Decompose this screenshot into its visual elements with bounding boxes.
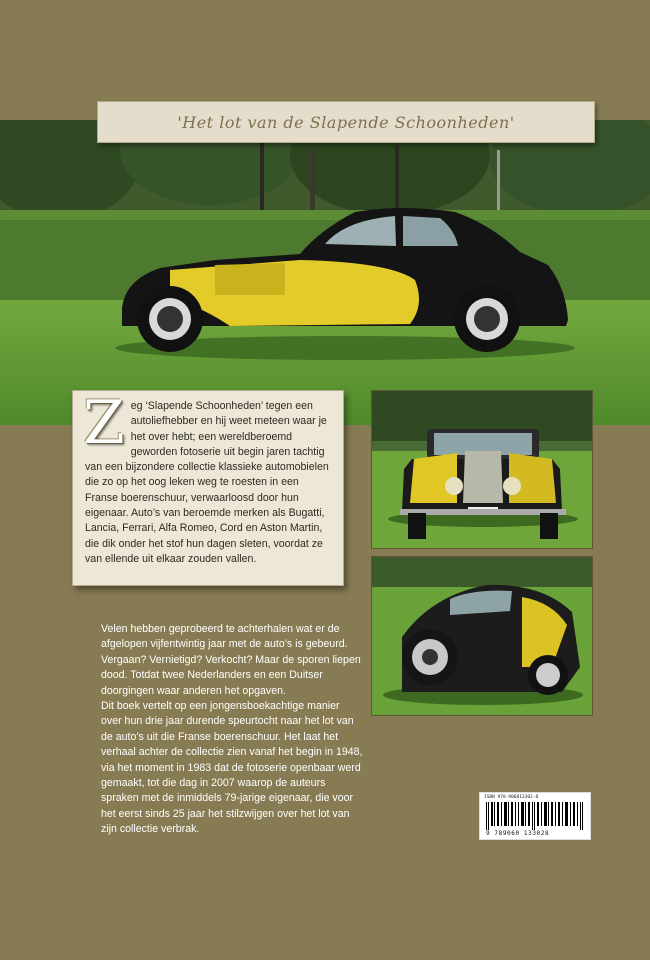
isbn-label: ISBN 978-906013302-8 bbox=[484, 795, 539, 800]
isbn-barcode bbox=[479, 792, 591, 840]
title-banner bbox=[97, 101, 595, 143]
back-cover-body bbox=[101, 622, 363, 838]
book-title: 'Het lot van de Slapende Schoonheden' bbox=[177, 112, 515, 132]
barcode-bars bbox=[486, 802, 586, 830]
front-car-image bbox=[372, 391, 593, 549]
intro-box bbox=[72, 390, 344, 586]
hero-photo bbox=[0, 120, 650, 425]
body-paragraph-1: Velen hebben geprobeerd te achterhalen wat er de afgelopen vijfentwintig jaar met de auto’s is gebeurd. Vergaan? Vernietigd? Verkocht? Maar de sporen liepen dood. Totdat twee Nederlanders en een Duitser doorgingen waar anderen het opgaven. bbox=[101, 623, 361, 697]
body-paragraph-2: Dit boek vertelt op een jongensboekachtige manier over hun drie jaar durende speurtocht naar het lot van de auto’s uit die Franse boerenschuur. Het laat het verhaal achter de collectie zien vanaf het begin in 1948, via het moment in 1983 dat de fotoserie openbaar werd gemaakt, tot die dag in 2007 waarop de auteurs spraken met de inmiddels 79-jarige eigenaar, die voor het eerst sinds 25 jaar het stilzwijgen over het lot van zijn collectie verbrak. bbox=[101, 700, 363, 836]
drop-cap: Z bbox=[83, 388, 125, 458]
intro-text: eg ‘Slapende Schoonheden’ tegen een autoliefhebber en hij weet meteen waar je het over hebt; een wereldberoemd geworden fotoserie uit begin jaren tachtig van een bijzondere collectie klassieke automobielen die zo op het oog leken weg te roesten in een Franse boerenschuur, verwaarloosd door hun eigenaar. Auto’s van beroemde merken als Bugatti, Lancia, Ferrari, Alfa Romeo, Cord en Aston Martin, die dik onder het stof hun dagen sleten, voordat ze van ellende uit elkaar zouden vallen. bbox=[85, 400, 329, 565]
front-view-photo bbox=[371, 390, 593, 549]
barcode-digits: 9 789060 133028 bbox=[486, 830, 550, 837]
rear-car-image bbox=[372, 557, 593, 716]
rear-view-photo bbox=[371, 556, 593, 716]
hero-car-image bbox=[0, 120, 650, 425]
